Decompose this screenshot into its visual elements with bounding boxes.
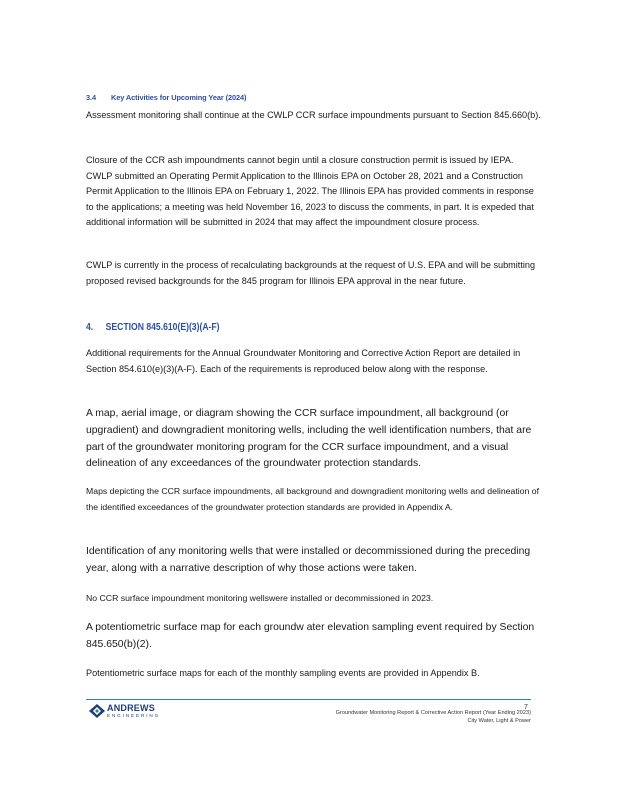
- andrews-engineering-logo: [89, 703, 169, 719]
- logo-name: ANDREWS: [107, 703, 155, 713]
- response-b: No CCR surface impoundment monitoring wellswere installed or decommissioned in 2023.: [86, 593, 434, 603]
- section-3-4-title: Key Activities for Upcoming Year (2024): [111, 93, 247, 102]
- section-3-4-number: 3.4: [86, 93, 96, 102]
- section-4-intro: Additional requirements for the Annual Groundwater Monitoring and Corrective Action Report are detailed in Section 854.610(e)(3)(A-F). Each of the requirements is reproduced below along with the response.: [86, 348, 521, 374]
- footer-rule: [86, 699, 531, 700]
- paragraph-backgrounds: CWLP is currently in the process of recalculating backgrounds at the request of U.S. EPA and will be submitting proposed revised backgrounds for the 845 program for Illinois EPA approval in the near future.: [86, 260, 536, 286]
- section-4-heading: [86, 321, 220, 333]
- requirement-b: Identification of any monitoring wells that were installed or decommissioned during the preceding year, along with a narrative description of why those actions were taken.: [86, 546, 531, 574]
- footer-client: City Water, Light & Power: [467, 717, 531, 724]
- paragraph-closure: Closure of the CCR ash impoundments cannot begin until a closure construction permit is issued by IEPA. CWLP submitted an Operating Permit Application to the Illinois EPA on October 28, 2021 and a Construction Permit Application to the Illinois EPA on February 1, 2022. The Illinois EPA has provided comments in response to the applications; a meeting was held November 16, 2023 to discuss the comments, in part. It is expeded that additional information will be submitted in 2024 that may affect the impoundment closure process.: [86, 155, 534, 228]
- section-4-title: SECTION 845.610(E)(3)(A-F): [105, 321, 220, 333]
- section-3-4-heading: [86, 93, 246, 102]
- response-c: Potentiometric surface maps for each of the monthly sampling events are provided in Appendix B.: [86, 668, 480, 678]
- footer-info: [336, 710, 531, 725]
- paragraph-assessment: Assessment monitoring shall continue at the CWLP CCR surface impoundments pursuant to Section 845.660(b).: [86, 110, 541, 120]
- footer-report-title: Groundwater Monitoring Report & Corrective Action Report (Year Ending 2023): [335, 710, 531, 716]
- requirement-c: A potentiometric surface map for each groundw ater elevation sampling event required by Section 845.650(b)(2).: [86, 622, 535, 650]
- page-number: 7: [524, 704, 528, 711]
- requirement-a: A map, aerial image, or diagram showing the CCR surface impoundment, all background (or upgradient) and downgradient monitoring wells, including the well identification numbers, that are part of the groundwater monitoring program for the CCR surface impoundment, and a visual delineation of any exceedances of the groundwater protection standards.: [86, 408, 532, 470]
- logo-subtitle: ENGINEERING: [107, 713, 161, 718]
- section-4-number: 4.: [86, 321, 94, 333]
- andrews-logo-icon: [89, 704, 105, 718]
- response-a: Maps depicting the CCR surface impoundments, all background and downgradient monitoring wells and delineation of the identified exceedances of the groundwater protection standards are provided in Appendix A.: [86, 486, 539, 512]
